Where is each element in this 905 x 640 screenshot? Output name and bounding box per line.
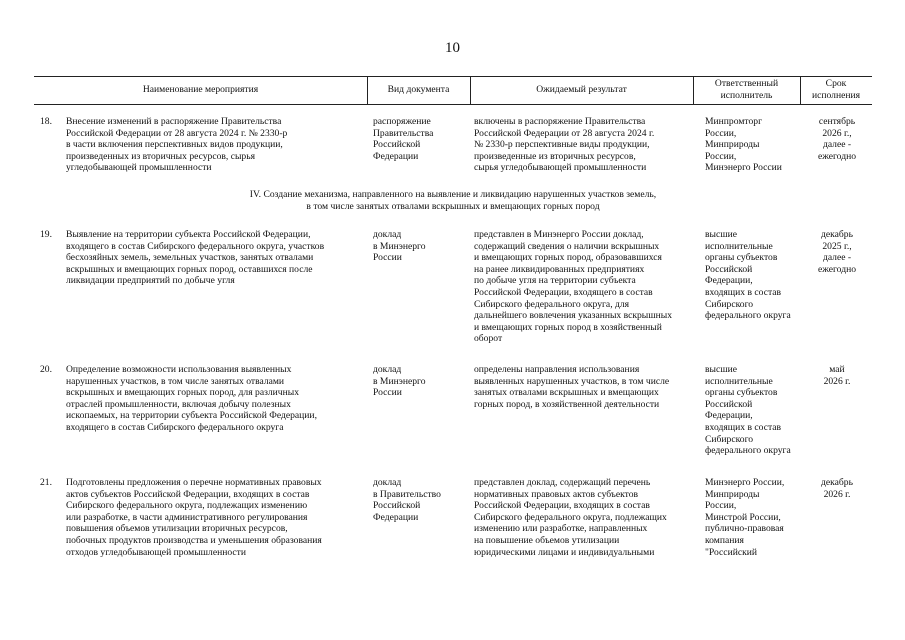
table-header-bottom-rule <box>34 104 872 105</box>
row-responsible <box>705 477 784 558</box>
text-line: федерального округа <box>705 445 791 457</box>
text-line: Сибирского <box>705 298 754 310</box>
text-line: высшие <box>705 364 738 375</box>
row-result <box>474 229 672 345</box>
section-heading <box>34 189 872 212</box>
row-number: 21. <box>40 477 52 488</box>
header-name: Наименование мероприятия <box>142 84 259 95</box>
row-result <box>474 364 669 410</box>
text-line: высшие <box>705 229 738 240</box>
row-doc-type <box>373 364 426 399</box>
text-line: распоряжение <box>373 116 431 127</box>
row-result <box>474 477 667 558</box>
text-line: Российской Федерации от 28 августа 2024 г. <box>474 127 655 139</box>
text-line: Минприроды <box>705 139 760 151</box>
text-line: отраслей промышленности, включая добычу полезных <box>66 398 291 410</box>
row-name <box>66 116 287 174</box>
row-doc-type <box>373 229 426 264</box>
text-line: входящих в состав <box>705 421 782 433</box>
text-line: занятых отвалами вскрышных и вмещающих <box>474 387 659 399</box>
row-deadline <box>803 116 871 162</box>
text-line: Российской Федерации, входящих в состав <box>474 500 650 512</box>
text-line: Российской Федерации от 28 августа 2024 г. № 2330-р <box>66 127 288 139</box>
text-line: ежегодно <box>817 263 857 275</box>
page-number: 10 <box>445 40 460 56</box>
row-responsible <box>705 116 782 174</box>
text-line: входящих в состав <box>705 286 782 298</box>
table-header-top-rule <box>34 76 872 77</box>
text-line: Сибирского <box>705 433 754 445</box>
text-line: "Российский <box>705 546 758 558</box>
section-heading-line: в том числе занятых отвалами вскрышных и вмещающих горных пород <box>306 200 600 212</box>
text-line: Подготовлены предложения о перечне нормативных правовых <box>66 477 322 488</box>
text-line: изменению или разработке, направленных <box>474 523 648 535</box>
text-line: в Минэнерго <box>373 375 426 387</box>
text-line: Федерации <box>373 511 419 523</box>
row-responsible <box>705 229 791 322</box>
text-line: на повышение объемов утилизации <box>474 534 620 546</box>
text-line: Внесение изменений в распоряжение Правительства <box>66 116 282 127</box>
text-line: декабрь <box>821 229 853 240</box>
text-line: Минэнерго России <box>705 162 782 174</box>
text-line: представлен в Минэнерго России доклад, <box>474 229 644 240</box>
text-line: доклад <box>373 229 402 240</box>
row-deadline <box>803 364 871 387</box>
text-line: Федерации <box>373 150 419 162</box>
text-line: 2026 г. <box>823 375 851 387</box>
text-line: далее - <box>822 139 852 151</box>
text-line: ежегодно <box>817 150 857 162</box>
text-line: Минстрой России, <box>705 511 781 523</box>
text-line: бесхозяйных земель, земельных участков, занятых отвалами <box>66 252 314 264</box>
text-line: Федерации, <box>705 410 753 422</box>
text-line: повышения объемов утилизации вторичных ресурсов, <box>66 523 288 535</box>
text-line: нормативных правовых актов субъектов <box>474 488 639 500</box>
text-line: Российской <box>705 263 753 275</box>
section-heading-line: IV. Создание механизма, направленного на выявление и ликвидацию нарушенных участков земель, <box>249 189 657 200</box>
text-line: содержащий сведения о наличии вскрышных <box>474 240 660 252</box>
row-number: 18. <box>40 116 52 127</box>
text-line: нарушенных участков, в том числе занятых отвалами <box>66 375 285 387</box>
text-line: май <box>829 364 845 375</box>
text-line: Российской Федерации, входящего в состав <box>474 286 653 298</box>
header-result: Ожидаемый результат <box>536 84 627 95</box>
text-line: ликвидации предприятий по добыче угля <box>66 275 235 287</box>
row-name <box>66 477 322 558</box>
row-name <box>66 229 324 287</box>
text-line: Правительства <box>373 127 434 139</box>
header-doc-type: Вид документа <box>387 84 450 95</box>
text-line: угледобывающей промышленности <box>66 162 212 174</box>
text-line: дальнейшего вовлечения указанных вскрышных <box>474 310 673 322</box>
text-line: актов субъектов Российской Федерации, входящих в состав <box>66 488 310 500</box>
text-line: России, <box>705 127 737 139</box>
text-line: федерального округа <box>705 310 791 322</box>
text-line: Выявление на территории субъекта Российской Федерации, <box>66 229 311 240</box>
row-deadline <box>803 477 871 500</box>
text-line: доклад <box>373 477 402 488</box>
text-line: сырья угледобывающей промышленности <box>474 162 647 174</box>
text-line: на ранее ликвидированных предприятиях <box>474 263 645 275</box>
text-line: в части включения перспективных видов продукции, <box>66 139 283 151</box>
text-line: оборот <box>474 333 503 345</box>
text-line: произведенных из вторичных ресурсов, сырья <box>66 150 256 162</box>
text-line: № 2330-р перспективные виды продукции, <box>474 139 650 151</box>
text-line: или разработке, в части административного регулирования <box>66 511 308 523</box>
text-line: определены направления использования <box>474 364 640 375</box>
header-deadline <box>800 78 872 101</box>
row-number: 19. <box>40 229 52 240</box>
text-line: 2026 г., <box>822 127 852 139</box>
row-doc-type <box>373 477 441 523</box>
text-line: горных пород, в хозяйственной деятельности <box>474 398 660 410</box>
row-doc-type <box>373 116 433 162</box>
text-line: Сибирского федерального округа, подлежащих изменению <box>66 500 308 512</box>
row-result <box>474 116 654 174</box>
text-line: публично-правовая <box>705 523 784 535</box>
header-responsible-line: Ответственный <box>714 78 779 89</box>
header-responsible <box>693 78 800 101</box>
text-line: Минприроды <box>705 488 760 500</box>
text-line: Сибирского федерального округа, подлежащих <box>474 511 667 523</box>
text-line: декабрь <box>821 477 853 488</box>
text-line: России <box>373 387 402 399</box>
text-line: в Правительство <box>373 488 441 500</box>
text-line: сентябрь <box>818 116 856 127</box>
text-line: входящего в состав Сибирского федерального округа <box>66 421 284 433</box>
text-line: органы субъектов <box>705 252 778 264</box>
text-line: 2025 г., <box>822 240 852 252</box>
row-number: 20. <box>40 364 52 375</box>
text-line: Определение возможности использования выявленных <box>66 364 292 375</box>
header-deadline-line: Срок <box>825 78 847 89</box>
text-line: и вмещающих горных пород, образовавшихся <box>474 252 662 264</box>
text-line: юридическими лицами и индивидуальными <box>474 546 655 558</box>
text-line: далее - <box>822 252 852 264</box>
text-line: компания <box>705 534 744 546</box>
text-line: по добыче угля на территории субъекта <box>474 275 636 287</box>
header-responsible-line: исполнитель <box>720 89 773 101</box>
text-line: вскрышных и вмещающих горных пород, для различных <box>66 387 299 399</box>
text-line: органы субъектов <box>705 387 778 399</box>
text-line: в Минэнерго <box>373 240 426 252</box>
text-line: исполнительные <box>705 375 773 387</box>
text-line: Российской <box>373 139 421 151</box>
row-deadline <box>803 229 871 275</box>
text-line: ископаемых, на территории субъекта Российской Федерации, <box>66 410 317 422</box>
text-line: представлен доклад, содержащий перечень <box>474 477 651 488</box>
row-responsible <box>705 364 791 457</box>
text-line: 2026 г. <box>823 488 851 500</box>
text-line: России, <box>705 150 737 162</box>
text-line: входящего в состав Сибирского федерального округа, участков <box>66 240 325 252</box>
header-deadline-line: исполнения <box>811 89 861 101</box>
text-line: исполнительные <box>705 240 773 252</box>
text-line: Минэнерго России, <box>705 477 785 488</box>
text-line: России, <box>705 500 737 512</box>
text-line: отходов угледобывающей промышленности <box>66 546 246 558</box>
text-line: включены в распоряжение Правительства <box>474 116 646 127</box>
text-line: Минпромторг <box>705 116 763 127</box>
text-line: доклад <box>373 364 402 375</box>
text-line: вскрышных и вмещающих горных пород, оставшихся после <box>66 263 313 275</box>
text-line: Российской <box>373 500 421 512</box>
row-name <box>66 364 317 434</box>
text-line: и вмещающих горных пород в хозяйственный <box>474 321 662 333</box>
text-line: Российской <box>705 398 753 410</box>
text-line: Сибирского федерального округа, для <box>474 298 630 310</box>
text-line: произведенные из вторичных ресурсов, <box>474 150 636 162</box>
text-line: выявленных нарушенных участков, в том числе <box>474 375 670 387</box>
text-line: побочных продуктов производства и уменьшения образования <box>66 534 322 546</box>
text-line: России <box>373 252 402 264</box>
text-line: Федерации, <box>705 275 753 287</box>
